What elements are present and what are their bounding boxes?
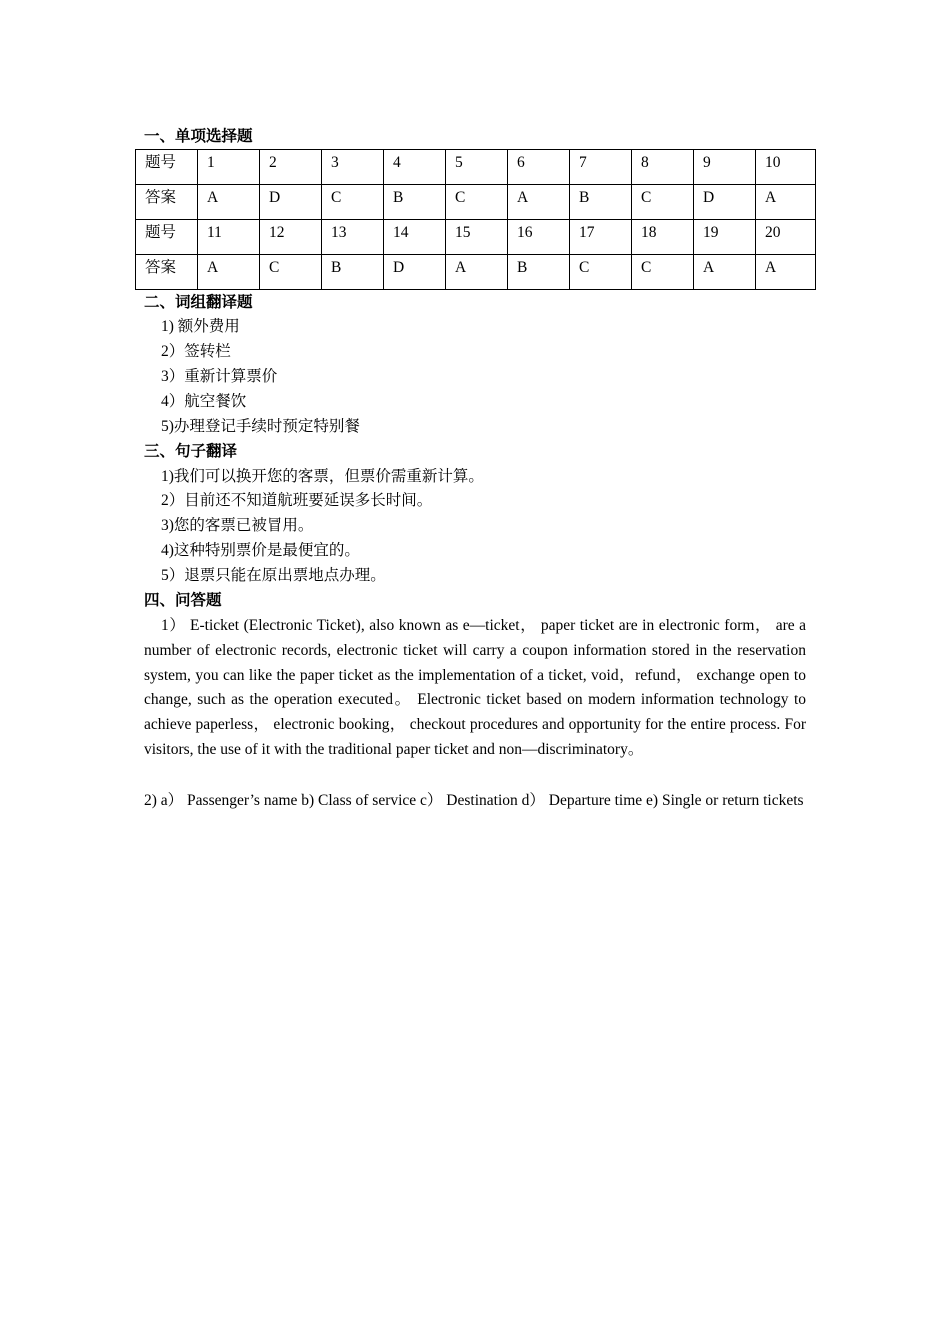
table-cell: 1 <box>198 150 260 185</box>
sentence-item: 4)这种特别票价是最便宜的。 <box>161 542 360 559</box>
table-row <box>136 185 816 220</box>
section3-title: 三、句子翻译 <box>144 443 238 460</box>
table-cell: A <box>198 255 260 290</box>
phrase-item: 5)办理登记手续时预定特别餐 <box>161 418 360 435</box>
table-cell: C <box>632 255 694 290</box>
table-cell: C <box>570 255 632 290</box>
answer-paragraph-2: 2) a） Passenger’s name b) Class of service c） Destination d） Departure time e) Single or return tickets <box>144 792 804 809</box>
table-cell: D <box>384 255 446 290</box>
table-cell: D <box>694 185 756 220</box>
table-cell: 4 <box>384 150 446 185</box>
row-label: 题号 <box>136 220 198 255</box>
table-cell: A <box>756 255 816 290</box>
phrase-item: 4）航空餐饮 <box>161 393 247 410</box>
table-cell: C <box>632 185 694 220</box>
table-cell: 11 <box>198 220 260 255</box>
sentence-item: 3)您的客票已被冒用。 <box>161 517 314 534</box>
table-cell: 5 <box>446 150 508 185</box>
table-cell: 10 <box>756 150 816 185</box>
sentence-item: 1)我们可以换开您的客票，但票价需重新计算。 <box>161 468 484 485</box>
table-row <box>136 220 816 255</box>
table-cell: A <box>508 185 570 220</box>
table-cell: 13 <box>322 220 384 255</box>
table-cell: C <box>446 185 508 220</box>
row-label: 题号 <box>136 150 198 185</box>
answer-paragraph-1: 1） E-ticket (Electronic Ticket), also known as e—ticket， paper ticket are in electronic form， are a number of electronic records, electronic ticket will carry a coupon information stored in the reservation system, you can like the paper ticket as the implementation of a ticket, void，refund， exchange open to change, such as the operation executed。 Electronic ticket based on modern information technology to achieve paperless， electronic booking， checkout procedures and opportunity for the entire process. For visitors, the use of it with the traditional paper ticket and non—discriminatory。 <box>144 617 806 758</box>
table-cell: A <box>756 185 816 220</box>
table-cell: A <box>198 185 260 220</box>
table-cell: 15 <box>446 220 508 255</box>
table-cell: C <box>260 255 322 290</box>
table-cell: 2 <box>260 150 322 185</box>
section2-title: 二、词组翻译题 <box>144 294 253 311</box>
phrase-item: 3）重新计算票价 <box>161 368 278 385</box>
row-label: 答案 <box>136 255 198 290</box>
table-cell: 12 <box>260 220 322 255</box>
table-cell: 7 <box>570 150 632 185</box>
table-cell: B <box>322 255 384 290</box>
answer-table <box>135 149 816 290</box>
table-cell: B <box>570 185 632 220</box>
section1-title: 一、单项选择题 <box>144 128 253 145</box>
table-row <box>136 150 816 185</box>
table-cell: 9 <box>694 150 756 185</box>
table-cell: B <box>508 255 570 290</box>
section4-title: 四、问答题 <box>144 592 222 609</box>
table-cell: 6 <box>508 150 570 185</box>
table-cell: 14 <box>384 220 446 255</box>
table-cell: 3 <box>322 150 384 185</box>
table-cell: B <box>384 185 446 220</box>
table-cell: 20 <box>756 220 816 255</box>
sentence-item: 2）目前还不知道航班要延误多长时间。 <box>161 492 433 509</box>
phrase-item: 2）签转栏 <box>161 343 231 360</box>
phrase-item: 1) 额外费用 <box>161 318 240 335</box>
table-cell: 8 <box>632 150 694 185</box>
sentence-item: 5）退票只能在原出票地点办理。 <box>161 567 386 584</box>
table-cell: A <box>694 255 756 290</box>
row-label: 答案 <box>136 185 198 220</box>
table-cell: 19 <box>694 220 756 255</box>
table-cell: A <box>446 255 508 290</box>
table-cell: 17 <box>570 220 632 255</box>
table-cell: D <box>260 185 322 220</box>
table-cell: 16 <box>508 220 570 255</box>
table-cell: C <box>322 185 384 220</box>
table-row <box>136 255 816 290</box>
table-cell: 18 <box>632 220 694 255</box>
